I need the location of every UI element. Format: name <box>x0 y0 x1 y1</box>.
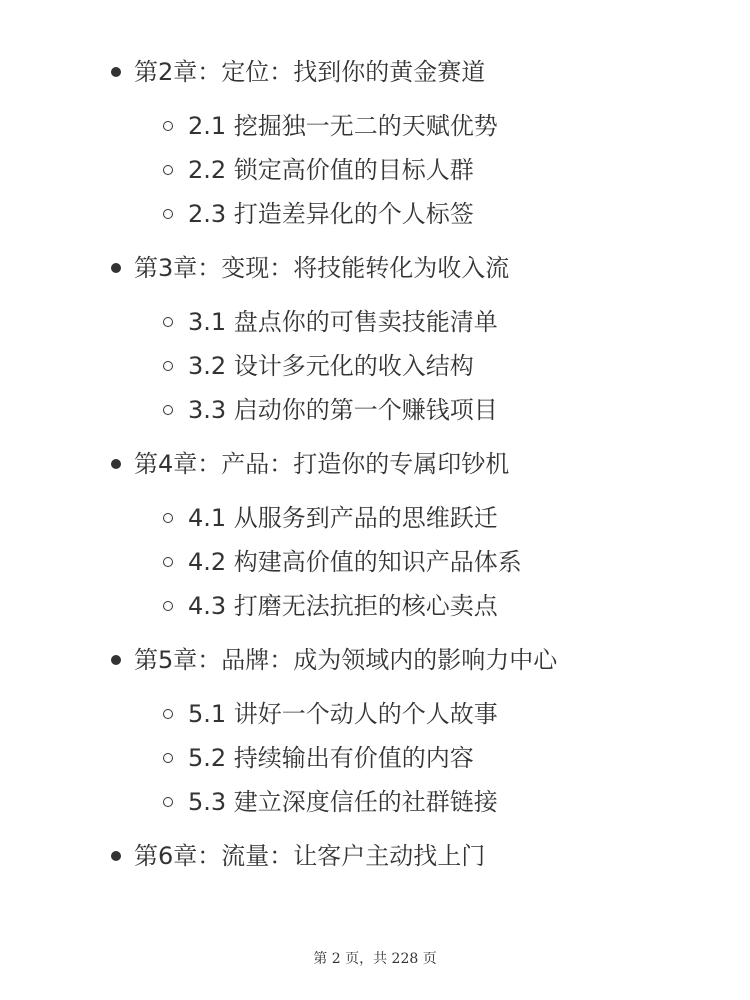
section-item <box>0 344 750 388</box>
chapter-row <box>0 440 750 488</box>
section-list <box>0 684 750 832</box>
section-item <box>0 692 750 736</box>
circle-bullet-icon <box>163 361 173 371</box>
chapter-item <box>0 636 750 832</box>
page-indicator: 第 2 页，共 228 页 <box>313 951 437 967</box>
section-list <box>0 292 750 440</box>
circle-bullet-icon <box>163 709 173 719</box>
disc-bullet-icon <box>111 655 121 665</box>
circle-bullet-icon <box>163 557 173 567</box>
section-item <box>0 104 750 148</box>
chapter-item <box>0 48 750 244</box>
chapter-title: 第6章：流量：让客户主动找上门 <box>134 842 486 870</box>
section-title: 4.3 打磨无法抗拒的核心卖点 <box>188 592 498 620</box>
section-list <box>0 96 750 244</box>
section-item <box>0 148 750 192</box>
section-title: 4.2 构建高价值的知识产品体系 <box>188 548 522 576</box>
disc-bullet-icon <box>111 459 121 469</box>
section-item <box>0 496 750 540</box>
section-title: 2.3 打造差异化的个人标签 <box>188 200 474 228</box>
circle-bullet-icon <box>163 405 173 415</box>
circle-bullet-icon <box>163 513 173 523</box>
chapter-title: 第3章：变现：将技能转化为收入流 <box>134 254 510 282</box>
section-title: 2.1 挖掘独一无二的天赋优势 <box>188 112 498 140</box>
section-title: 3.3 启动你的第一个赚钱项目 <box>188 396 498 424</box>
section-title: 4.1 从服务到产品的思维跃迁 <box>188 504 498 532</box>
section-title: 5.3 建立深度信任的社群链接 <box>188 788 498 816</box>
chapter-item <box>0 832 750 880</box>
chapter-title: 第4章：产品：打造你的专属印钞机 <box>134 450 510 478</box>
table-of-contents <box>0 48 750 880</box>
disc-bullet-icon <box>111 263 121 273</box>
chapter-item <box>0 244 750 440</box>
chapter-row <box>0 48 750 96</box>
circle-bullet-icon <box>163 753 173 763</box>
disc-bullet-icon <box>111 67 121 77</box>
chapter-item <box>0 440 750 636</box>
chapter-row <box>0 636 750 684</box>
chapter-row <box>0 832 750 880</box>
disc-bullet-icon <box>111 851 121 861</box>
section-item <box>0 780 750 824</box>
section-list <box>0 488 750 636</box>
circle-bullet-icon <box>163 601 173 611</box>
section-item <box>0 584 750 628</box>
circle-bullet-icon <box>163 121 173 131</box>
chapter-title: 第5章：品牌：成为领域内的影响力中心 <box>134 646 558 674</box>
section-title: 3.1 盘点你的可售卖技能清单 <box>188 308 498 336</box>
section-item <box>0 736 750 780</box>
section-item <box>0 540 750 584</box>
section-item <box>0 300 750 344</box>
section-title: 2.2 锁定高价值的目标人群 <box>188 156 474 184</box>
section-title: 3.2 设计多元化的收入结构 <box>188 352 474 380</box>
section-item <box>0 388 750 432</box>
circle-bullet-icon <box>163 317 173 327</box>
circle-bullet-icon <box>163 165 173 175</box>
circle-bullet-icon <box>163 209 173 219</box>
section-title: 5.1 讲好一个动人的个人故事 <box>188 700 498 728</box>
chapter-title: 第2章：定位：找到你的黄金赛道 <box>134 58 486 86</box>
section-item <box>0 192 750 236</box>
section-title: 5.2 持续输出有价值的内容 <box>188 744 474 772</box>
circle-bullet-icon <box>163 797 173 807</box>
chapter-row <box>0 244 750 292</box>
